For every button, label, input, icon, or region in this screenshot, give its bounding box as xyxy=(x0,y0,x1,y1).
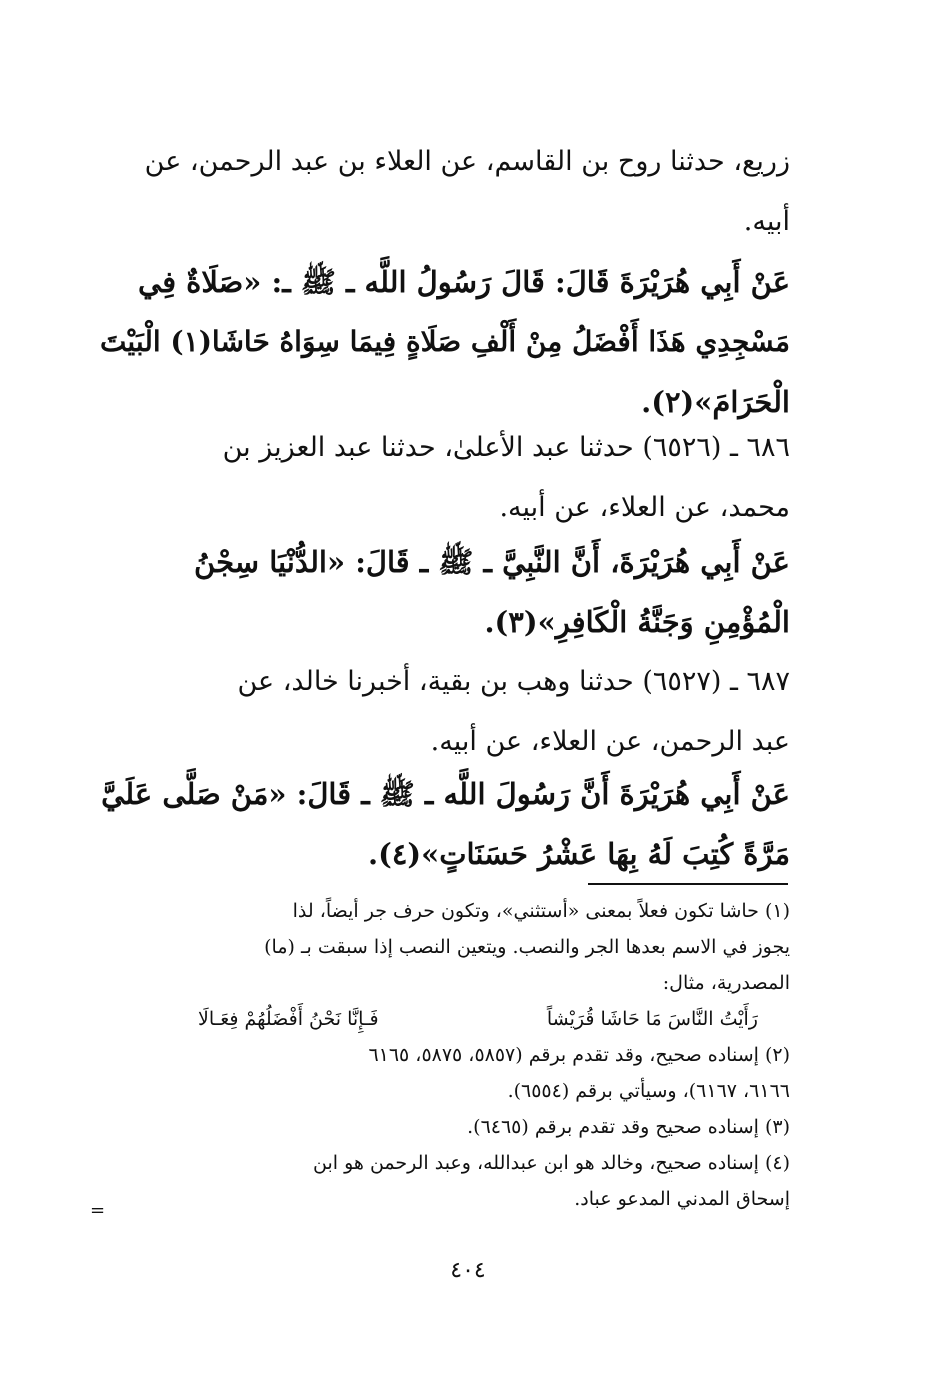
isnad-paragraph xyxy=(96,132,790,252)
text-line: ٦٨٧ ـ (٦٥٢٧) حدثنا وهب بن بقية، أخبرنا خالد، عن xyxy=(237,666,790,697)
text-line: عبد الرحمن، عن العلاء، عن أبيه. xyxy=(430,726,790,757)
footnote-2-line: (٢) إسناده صحيح، وقد تقدم برقم (٥٨٥٧، ٥٨٧٥، ٦١٦٥ xyxy=(368,1044,790,1066)
page-number: ٤٠٤ xyxy=(450,1258,486,1283)
footnote-1-line: يجوز في الاسم بعدها الجر والنصب. ويتعين النصب إذا سبقت بـ (ما) xyxy=(264,936,790,958)
footnote-1-line: (١) حاشا تكون فعلاً بمعنى «أستثني»، وتكون حرف جر أيضاً، لذا xyxy=(292,900,790,922)
isnad-paragraph xyxy=(96,418,790,538)
text-line: الْمُؤْمِنِ وَجَنَّةُ الْكَافِرِ»(٣). xyxy=(484,605,790,639)
text-line: مَسْجِدِي هَذَا أَفْضَلُ مِنْ أَلْفِ صَلَاةٍ فِيمَا سِوَاهُ حَاشَا(١) الْبَيْتَ xyxy=(99,325,790,358)
footnote-divider xyxy=(588,883,788,885)
footnote-4-line: إسحاق المدني المدعو عباد. xyxy=(574,1188,790,1210)
continuation-mark: = xyxy=(90,1200,106,1221)
text-line: عَنْ أَبِي هُرَيْرَةَ، أَنَّ النَّبِيَّ ـ ﷺ ـ قَالَ: «الدُّنْيَا سِجْنُ xyxy=(194,545,790,579)
text-line: عَنْ أَبِي هُرَيْرَةَ أَنَّ رَسُولَ اللَّه ـ ﷺ ـ قَالَ: «مَنْ صَلَّى عَلَيَّ xyxy=(101,777,790,811)
verse-first-hemistich: رَأَيْتُ النَّاسَ مَا حَاشَا قُرَيْشاً xyxy=(546,1008,758,1030)
text-line: مَرَّةً كُتِبَ لَهُ بِهَا عَشْرُ حَسَنَاتٍ»(٤). xyxy=(367,837,790,871)
text-line: عَنْ أَبِي هُرَيْرَةَ قَالَ: قَالَ رَسُولُ اللَّه ـ ﷺ ـ: «صَلَاةٌ فِي xyxy=(138,265,790,299)
text-line: الْحَرَامَ»(٢). xyxy=(641,385,790,419)
poetry-verse xyxy=(198,1001,770,1037)
verse-second-hemistich: فَـإِنَّا نَحْنُ أَفْضَلُهُمْ فِعَـالَا xyxy=(198,1008,379,1030)
footnote-3-line: (٣) إسناده صحيح وقد تقدم برقم (٦٤٦٥). xyxy=(467,1116,790,1138)
footnotes xyxy=(96,893,790,1217)
text-line: زريع، حدثنا روح بن القاسم، عن العلاء بن عبد الرحمن، عن xyxy=(144,146,790,177)
footnote-4-line: (٤) إسناده صحيح، وخالد هو ابن عبدالله، وعبد الرحمن هو ابن xyxy=(313,1152,790,1174)
hadith-paragraph xyxy=(96,764,790,884)
footnote-1-line: المصدرية، مثال: xyxy=(662,972,790,994)
text-line: أبيه. xyxy=(743,206,790,237)
isnad-paragraph xyxy=(96,652,790,772)
text-line: ٦٨٦ ـ (٦٥٢٦) حدثنا عبد الأعلىٰ، حدثنا عبد العزيز بن xyxy=(222,432,790,463)
hadith-paragraph xyxy=(96,252,790,432)
hadith-paragraph xyxy=(96,532,790,652)
footnote-2-line: ٦١٦٦، ٦١٦٧)، وسيأتي برقم (٦٥٥٤). xyxy=(507,1080,790,1102)
text-line: محمد، عن العلاء، عن أبيه. xyxy=(499,492,790,523)
